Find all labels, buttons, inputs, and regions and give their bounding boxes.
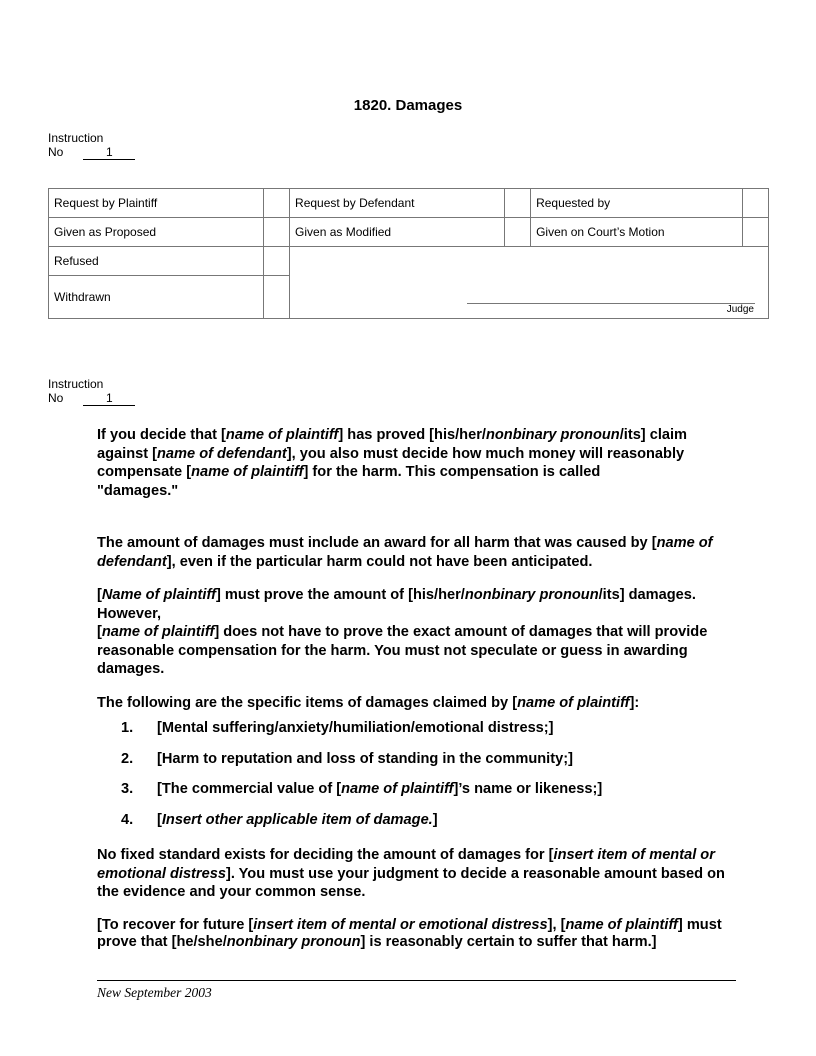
text: No fixed standard exists for deciding the amount of damages for [: [97, 847, 554, 863]
request-by-plaintiff-box: [263, 189, 289, 218]
text: ], even if the particular harm could not have been anticipated.: [166, 553, 593, 570]
placeholder-text: insert item of mental or emotional distress: [253, 917, 548, 933]
given-on-courts-motion-label: Given on Court’s Motion: [531, 218, 743, 247]
requested-by-box: [742, 189, 768, 218]
text: ] is reasonably certain to suffer that harm.]: [360, 933, 657, 950]
text: ] must prove that [he/she/: [97, 917, 722, 950]
text: ] does not have to prove the exact amount of damages that will provide reasonable compensation for the harm. You must not speculate or guess in awarding damages.: [97, 624, 708, 677]
requested-by-label: Requested by: [531, 189, 743, 218]
instruction-number-block: [48, 377, 135, 406]
placeholder-text: name of plaintiff: [341, 781, 454, 797]
placeholder-text: name of plaintiff: [101, 624, 215, 640]
refused-label: Refused: [49, 247, 264, 276]
text: /its] claim against [: [97, 427, 688, 462]
placeholder-text: name of plaintiff: [225, 427, 339, 443]
list-text: ]: [432, 812, 438, 828]
text: ] for the harm. This compensation is called: [303, 464, 601, 480]
no-label: No: [48, 391, 64, 405]
given-as-proposed-label: Given as Proposed: [49, 218, 264, 247]
paragraph-6: [97, 917, 737, 950]
list-text: [: [157, 812, 162, 828]
table-row: [49, 218, 769, 247]
instruction-number: 1: [83, 146, 135, 160]
withdrawn-label: Withdrawn: [49, 276, 264, 319]
text: [To recover for future [: [97, 917, 254, 933]
paragraph-3: [97, 586, 737, 679]
list-number: 1.: [121, 720, 134, 736]
footer-note: New September 2003: [97, 985, 212, 1000]
paragraph-1: [97, 426, 737, 500]
no-label: No: [48, 145, 64, 159]
paragraph-2: [97, 534, 737, 571]
text: "damages.": [97, 482, 179, 499]
list-number: 2.: [121, 751, 134, 767]
placeholder-text: Name of plaintiff: [101, 587, 216, 603]
request-table: [48, 188, 769, 319]
given-as-modified-label: Given as Modified: [290, 218, 505, 247]
placeholder-text: nonbinary pronoun: [226, 933, 361, 950]
text: [: [97, 624, 102, 640]
text: /its] damages. However,: [97, 587, 696, 622]
placeholder-text: Insert other applicable item of damage.: [161, 812, 433, 828]
placeholder-text: name of plaintiff: [517, 695, 630, 711]
placeholder-text: nonbinary pronoun: [464, 587, 599, 603]
list-text: [Harm to reputation and loss of standing in the community;]: [157, 751, 573, 767]
given-as-proposed-box: [263, 218, 289, 247]
list-text: [The commercial value of [: [157, 781, 342, 797]
list-number: 4.: [121, 812, 134, 828]
table-row: [49, 189, 769, 218]
placeholder-text: name of defendant: [97, 535, 713, 570]
instruction-number: 1: [83, 392, 135, 406]
paragraph-4: [97, 694, 737, 713]
list-number: 3.: [121, 781, 134, 797]
list-text: [Mental suffering/anxiety/humiliation/emotional distress;]: [157, 720, 554, 736]
list-item: [121, 812, 438, 828]
text: ]. You must use your judgment to decide a reasonable amount based on the evidence and your common sense.: [97, 865, 725, 900]
judge-label: Judge: [726, 304, 754, 315]
list-item: [121, 720, 554, 736]
instruction-number-block: [48, 131, 135, 160]
given-as-modified-box: [504, 218, 530, 247]
refused-box: [263, 247, 289, 276]
list-item: [121, 781, 602, 797]
given-on-courts-motion-box: [742, 218, 768, 247]
paragraph-5: [97, 846, 737, 902]
judge-signature-area: [290, 247, 769, 319]
list-item: [121, 751, 573, 767]
instruction-label: Instruction: [48, 131, 104, 145]
text: ], you also must decide how much money will reasonably compensate [: [97, 445, 685, 480]
list-text: ]’s name or likeness;]: [453, 781, 603, 797]
placeholder-text: insert item of mental or emotional distress: [97, 847, 715, 882]
text: ] has proved [his/her/: [338, 427, 486, 443]
withdrawn-box: [263, 276, 289, 319]
placeholder-text: name of plaintiff: [191, 464, 304, 480]
table-row: [49, 247, 769, 276]
request-by-defendant-label: Request by Defendant: [290, 189, 505, 218]
placeholder-text: nonbinary pronoun: [485, 427, 620, 443]
page-title: 1820. Damages: [353, 97, 463, 114]
placeholder-text: name of plaintiff: [565, 917, 678, 933]
request-by-plaintiff-label: Request by Plaintiff: [49, 189, 264, 218]
text: ], [: [547, 917, 566, 933]
text: ]:: [629, 695, 640, 711]
text: ] must prove the amount of [his/her/: [215, 587, 465, 603]
footer-divider: [97, 980, 736, 981]
text: The following are the specific items of damages claimed by [: [97, 695, 518, 711]
text: If you decide that [: [97, 427, 226, 443]
text: The amount of damages must include an award for all harm that was caused by [: [97, 535, 657, 551]
text: [: [97, 587, 102, 603]
placeholder-text: name of defendant: [157, 445, 287, 462]
request-by-defendant-box: [504, 189, 530, 218]
instruction-label: Instruction: [48, 377, 104, 391]
